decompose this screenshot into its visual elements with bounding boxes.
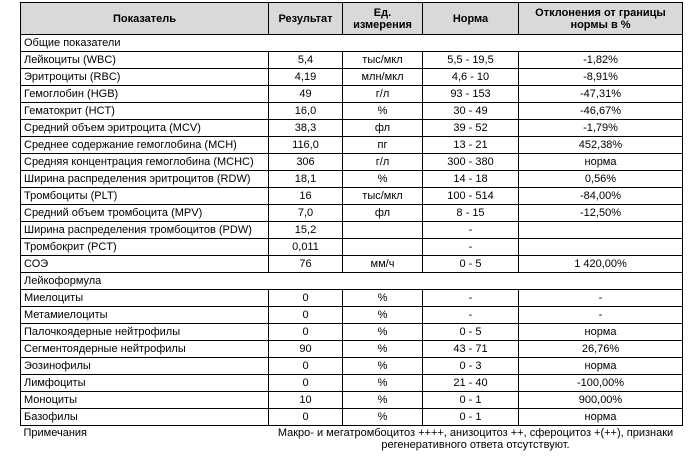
norm-cell: 0 - 1	[423, 409, 519, 426]
table-row	[21, 290, 683, 307]
header-deviation: Отклонения от границы нормы в %	[519, 3, 683, 35]
table-row	[21, 69, 683, 86]
indicator-cell: Ширина распределения тромбоцитов (PDW)	[21, 222, 269, 239]
table-row	[21, 307, 683, 324]
result-cell: 0	[269, 290, 343, 307]
table-row	[21, 375, 683, 392]
table-header-row	[21, 3, 683, 35]
table-body	[21, 35, 683, 456]
indicator-cell: Метамиелоциты	[21, 307, 269, 324]
section-leukoformula-title: Лейкоформула	[21, 273, 683, 290]
norm-cell: 0 - 5	[423, 324, 519, 341]
table-row	[21, 103, 683, 120]
result-cell: 306	[269, 154, 343, 171]
result-cell: 0	[269, 324, 343, 341]
norm-cell: 100 - 514	[423, 188, 519, 205]
norm-cell: 5,5 - 19,5	[423, 52, 519, 69]
result-cell: 49	[269, 86, 343, 103]
notes-label: Примечания	[21, 426, 269, 456]
result-cell: 7,0	[269, 205, 343, 222]
table-row	[21, 137, 683, 154]
indicator-cell: Гемоглобин (HGB)	[21, 86, 269, 103]
unit-cell: %	[343, 341, 423, 358]
norm-cell: 8 - 15	[423, 205, 519, 222]
unit-cell: %	[343, 358, 423, 375]
table-row	[21, 188, 683, 205]
result-cell: 0	[269, 375, 343, 392]
lab-results-table	[20, 2, 683, 456]
notes-row	[21, 426, 683, 456]
result-cell: 18,1	[269, 171, 343, 188]
indicator-cell: Лейкоциты (WBC)	[21, 52, 269, 69]
result-cell: 0	[269, 307, 343, 324]
table-row	[21, 120, 683, 137]
deviation-cell: -84,00%	[519, 188, 683, 205]
indicator-cell: Моноциты	[21, 392, 269, 409]
deviation-cell: норма	[519, 324, 683, 341]
deviation-cell: 0,56%	[519, 171, 683, 188]
deviation-cell	[519, 239, 683, 256]
result-cell: 38,3	[269, 120, 343, 137]
unit-cell: %	[343, 103, 423, 120]
result-cell: 90	[269, 341, 343, 358]
norm-cell: -	[423, 239, 519, 256]
norm-cell: -	[423, 222, 519, 239]
unit-cell: %	[343, 171, 423, 188]
header-indicator: Показатель	[21, 3, 269, 35]
unit-cell	[343, 222, 423, 239]
table-row	[21, 256, 683, 273]
indicator-cell: Среднее содержание гемоглобина (MCH)	[21, 137, 269, 154]
result-cell: 15,2	[269, 222, 343, 239]
deviation-cell: -12,50%	[519, 205, 683, 222]
unit-cell: млн/мкл	[343, 69, 423, 86]
indicator-cell: Средняя концентрация гемоглобина (MCHC)	[21, 154, 269, 171]
lab-results-document	[20, 2, 682, 456]
deviation-cell: -46,67%	[519, 103, 683, 120]
norm-cell: 0 - 5	[423, 256, 519, 273]
table-row	[21, 239, 683, 256]
norm-cell: 0 - 3	[423, 358, 519, 375]
deviation-cell: норма	[519, 154, 683, 171]
result-cell: 10	[269, 392, 343, 409]
result-cell: 0	[269, 358, 343, 375]
result-cell: 76	[269, 256, 343, 273]
unit-cell: мм/ч	[343, 256, 423, 273]
deviation-cell: -1,82%	[519, 52, 683, 69]
section-general	[21, 35, 683, 52]
result-cell: 4,19	[269, 69, 343, 86]
indicator-cell: Эозинофилы	[21, 358, 269, 375]
result-cell: 5,4	[269, 52, 343, 69]
norm-cell: 39 - 52	[423, 120, 519, 137]
norm-cell: 300 - 380	[423, 154, 519, 171]
indicator-cell: Миелоциты	[21, 290, 269, 307]
norm-cell: 43 - 71	[423, 341, 519, 358]
deviation-cell: -	[519, 290, 683, 307]
norm-cell: 13 - 21	[423, 137, 519, 154]
unit-cell: фл	[343, 120, 423, 137]
header-result: Результат	[269, 3, 343, 35]
unit-cell: тыс/мкл	[343, 188, 423, 205]
result-cell: 0,011	[269, 239, 343, 256]
deviation-cell: норма	[519, 409, 683, 426]
deviation-cell: 26,76%	[519, 341, 683, 358]
unit-cell: фл	[343, 205, 423, 222]
norm-cell: 93 - 153	[423, 86, 519, 103]
table-row	[21, 154, 683, 171]
norm-cell: 4,6 - 10	[423, 69, 519, 86]
deviation-cell: 1 420,00%	[519, 256, 683, 273]
table-row	[21, 222, 683, 239]
section-leukoformula	[21, 273, 683, 290]
norm-cell: -	[423, 307, 519, 324]
table-row	[21, 358, 683, 375]
indicator-cell: Тромбоциты (PLT)	[21, 188, 269, 205]
norm-cell: 30 - 49	[423, 103, 519, 120]
indicator-cell: Тромбокрит (PCT)	[21, 239, 269, 256]
norm-cell: 21 - 40	[423, 375, 519, 392]
unit-cell: %	[343, 324, 423, 341]
norm-cell: 0 - 1	[423, 392, 519, 409]
table-row	[21, 205, 683, 222]
unit-cell: %	[343, 392, 423, 409]
indicator-cell: Эритроциты (RBC)	[21, 69, 269, 86]
norm-cell: 14 - 18	[423, 171, 519, 188]
indicator-cell: Средний объем эритроцита (MCV)	[21, 120, 269, 137]
deviation-cell: -8,91%	[519, 69, 683, 86]
indicator-cell: Сегментоядерные нейтрофилы	[21, 341, 269, 358]
header-unit: Ед. измерения	[343, 3, 423, 35]
header-norm: Норма	[423, 3, 519, 35]
result-cell: 16	[269, 188, 343, 205]
unit-cell: %	[343, 375, 423, 392]
unit-cell: пг	[343, 137, 423, 154]
indicator-cell: Средний объем тромбоцита (MPV)	[21, 205, 269, 222]
result-cell: 0	[269, 409, 343, 426]
indicator-cell: Ширина распределения эритроцитов (RDW)	[21, 171, 269, 188]
table-row	[21, 324, 683, 341]
table-row	[21, 86, 683, 103]
deviation-cell: -47,31%	[519, 86, 683, 103]
section-general-title: Общие показатели	[21, 35, 683, 52]
result-cell: 116,0	[269, 137, 343, 154]
deviation-cell: 452,38%	[519, 137, 683, 154]
deviation-cell: -100,00%	[519, 375, 683, 392]
unit-cell: %	[343, 290, 423, 307]
notes-text: Макро- и мегатромбоцитоз ++++, анизоцитоз ++, сфероцитоз +(++), признаки регенеративного ответа отсутствуют.	[269, 426, 683, 456]
deviation-cell: 900,00%	[519, 392, 683, 409]
norm-cell: -	[423, 290, 519, 307]
indicator-cell: Палочкоядерные нейтрофилы	[21, 324, 269, 341]
table-row	[21, 171, 683, 188]
unit-cell: тыс/мкл	[343, 52, 423, 69]
deviation-cell: норма	[519, 358, 683, 375]
table-row	[21, 52, 683, 69]
indicator-cell: Гематокрит (HCT)	[21, 103, 269, 120]
unit-cell: г/л	[343, 86, 423, 103]
indicator-cell: Лимфоциты	[21, 375, 269, 392]
table-row	[21, 392, 683, 409]
unit-cell	[343, 239, 423, 256]
unit-cell: %	[343, 409, 423, 426]
deviation-cell: -1,79%	[519, 120, 683, 137]
deviation-cell: -	[519, 307, 683, 324]
deviation-cell	[519, 222, 683, 239]
unit-cell: %	[343, 307, 423, 324]
indicator-cell: СОЭ	[21, 256, 269, 273]
result-cell: 16,0	[269, 103, 343, 120]
table-row	[21, 341, 683, 358]
indicator-cell: Базофилы	[21, 409, 269, 426]
unit-cell: г/л	[343, 154, 423, 171]
